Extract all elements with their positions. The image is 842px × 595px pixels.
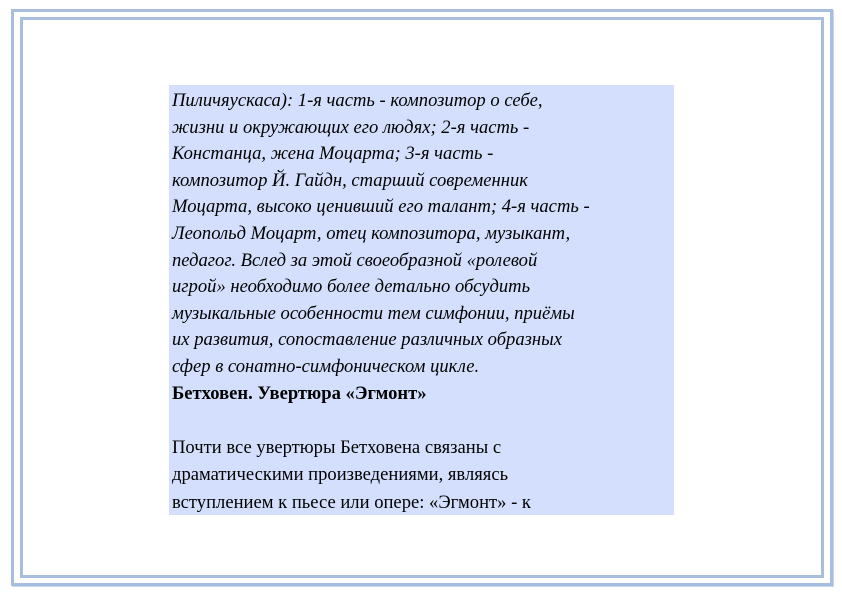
body-text-line: Почти все увертюры Бетховена связаны с (172, 436, 502, 458)
italic-text-line: Леопольд Моцарт, отец композитора, музыкант, (172, 222, 571, 244)
italic-text-line: их развития, сопоставление различных образных (172, 329, 562, 351)
section-heading: Бетховен. Увертюра «Эгмонт» (172, 382, 427, 404)
italic-text-line: Моцарта, высоко ценивший его талант; 4-я часть - (172, 196, 590, 218)
italic-text-line: композитор Й. Гайдн, старший современник (172, 169, 528, 191)
italic-text-line: музыкальные особенности тем симфонии, приёмы (172, 302, 575, 324)
body-text-line: вступлением к пьесе или опере: «Эгмонт» - к (172, 491, 531, 513)
body-text-line: драматическими произведениями, являясь (172, 464, 509, 486)
italic-text-line: Констанца, жена Моцарта; 3-я часть - (172, 143, 494, 165)
text-box (169, 85, 674, 515)
italic-text-line: сфер в сонатно-симфоническом цикле. (172, 355, 480, 377)
italic-text-line: жизни и окружающих его людях; 2-я часть - (172, 116, 530, 138)
italic-text-line: Пиличяускаса): 1-я часть - композитор о себе, (172, 90, 543, 111)
italic-text-line: педагог. Вслед за этой своеобразной «ролевой (172, 249, 538, 271)
blank-line (172, 407, 670, 434)
italic-text-line: игрой» необходимо более детально обсудить (172, 276, 531, 298)
